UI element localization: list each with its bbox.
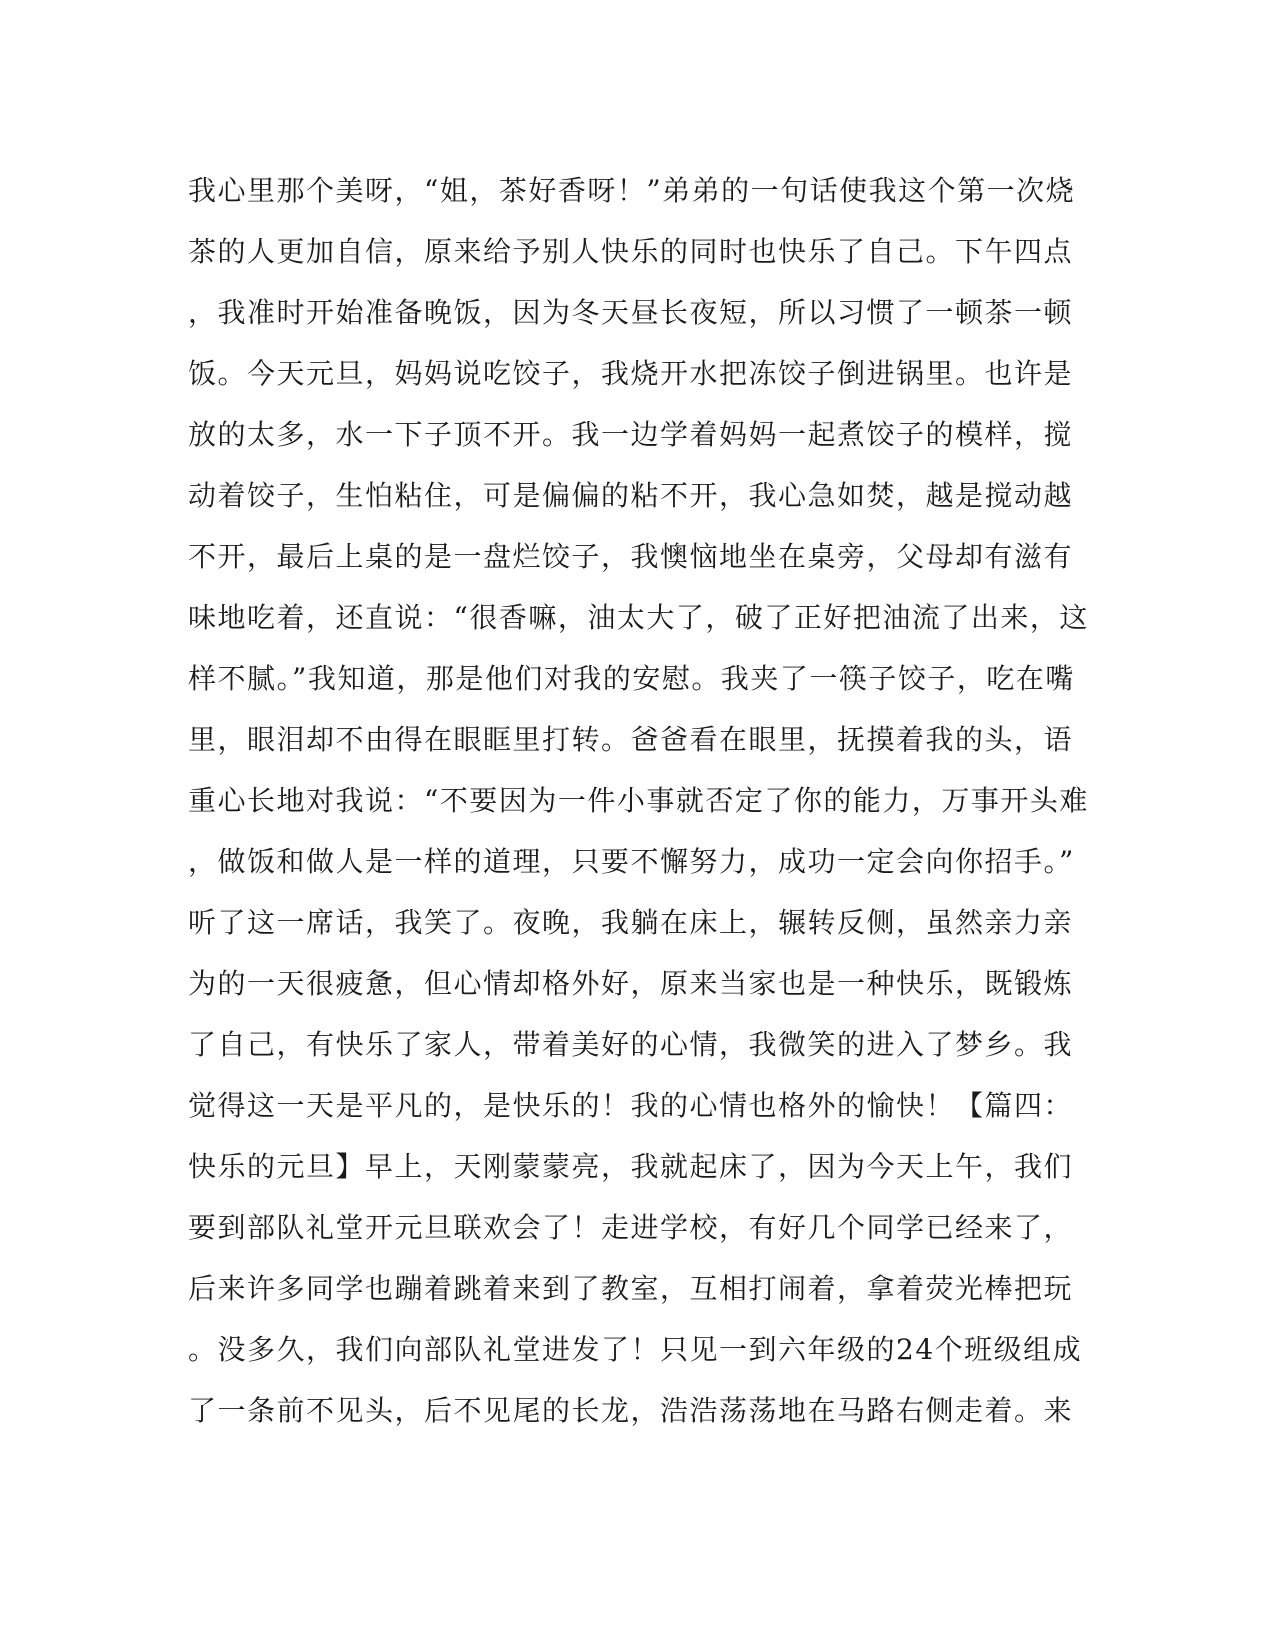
text-line: 了一条前不见头，后不见尾的长龙，浩浩荡荡地在马路右侧走着。来 — [188, 1394, 1074, 1427]
text-line: 放的太多，水一下子顶不开。我一边学着妈妈一起煮饺子的模样，搅 — [188, 418, 1074, 451]
text-line: 动着饺子，生怕粘住，可是偏偏的粘不开，我心急如焚，越是搅动越 — [188, 479, 1074, 512]
text-line: 后来许多同学也蹦着跳着来到了教室，互相打闹着，拿着荧光棒把玩 — [188, 1272, 1074, 1305]
text-line: 重心长地对我说：“不要因为一件小事就否定了你的能力，万事开头难 — [188, 784, 1089, 817]
text-line: 听了这一席话，我笑了。夜晚，我躺在床上，辗转反侧，虽然亲力亲 — [188, 906, 1074, 939]
text-line: 快乐的元旦】早上，天刚蒙蒙亮，我就起床了，因为今天上午，我们 — [188, 1150, 1074, 1183]
text-line: 饭。今天元旦，妈妈说吃饺子，我烧开水把冻饺子倒进锅里。也许是 — [188, 357, 1074, 390]
text-line: ，我准时开始准备晚饭，因为冬天昼长夜短，所以习惯了一顿茶一顿 — [188, 296, 1074, 329]
body-text — [188, 160, 1088, 1441]
text-line: 为的一天很疲惫，但心情却格外好，原来当家也是一种快乐，既锻炼 — [188, 967, 1074, 1000]
text-line: 茶的人更加自信，原来给予别人快乐的同时也快乐了自己。下午四点 — [188, 235, 1074, 268]
text-line: 样不腻。”我知道，那是他们对我的安慰。我夹了一筷子饺子，吃在嘴 — [188, 662, 1075, 695]
text-line: 。没多久，我们向部队礼堂进发了！只见一到六年级的24个班级组成 — [188, 1333, 1083, 1366]
text-line: 了自己，有快乐了家人，带着美好的心情，我微笑的进入了梦乡。我 — [188, 1028, 1074, 1061]
text-line: 觉得这一天是平凡的，是快乐的！我的心情也格外的愉快！【篇四： — [188, 1089, 1074, 1122]
text-line: ，做饭和做人是一样的道理，只要不懈努力，成功一定会向你招手。” — [188, 845, 1075, 878]
text-line: 我心里那个美呀，“姐，茶好香呀！”弟弟的一句话使我这个第一次烧 — [188, 174, 1076, 207]
text-line: 要到部队礼堂开元旦联欢会了！走进学校，有好几个同学已经来了， — [188, 1211, 1074, 1244]
text-line: 味地吃着，还直说：“很香嘛，油太大了，破了正好把油流了出来，这 — [188, 601, 1089, 634]
text-line: 不开，最后上桌的是一盘烂饺子，我懊恼地坐在桌旁，父母却有滋有 — [188, 540, 1074, 573]
text-line: 里，眼泪却不由得在眼眶里打转。爸爸看在眼里，抚摸着我的头，语 — [188, 723, 1074, 756]
